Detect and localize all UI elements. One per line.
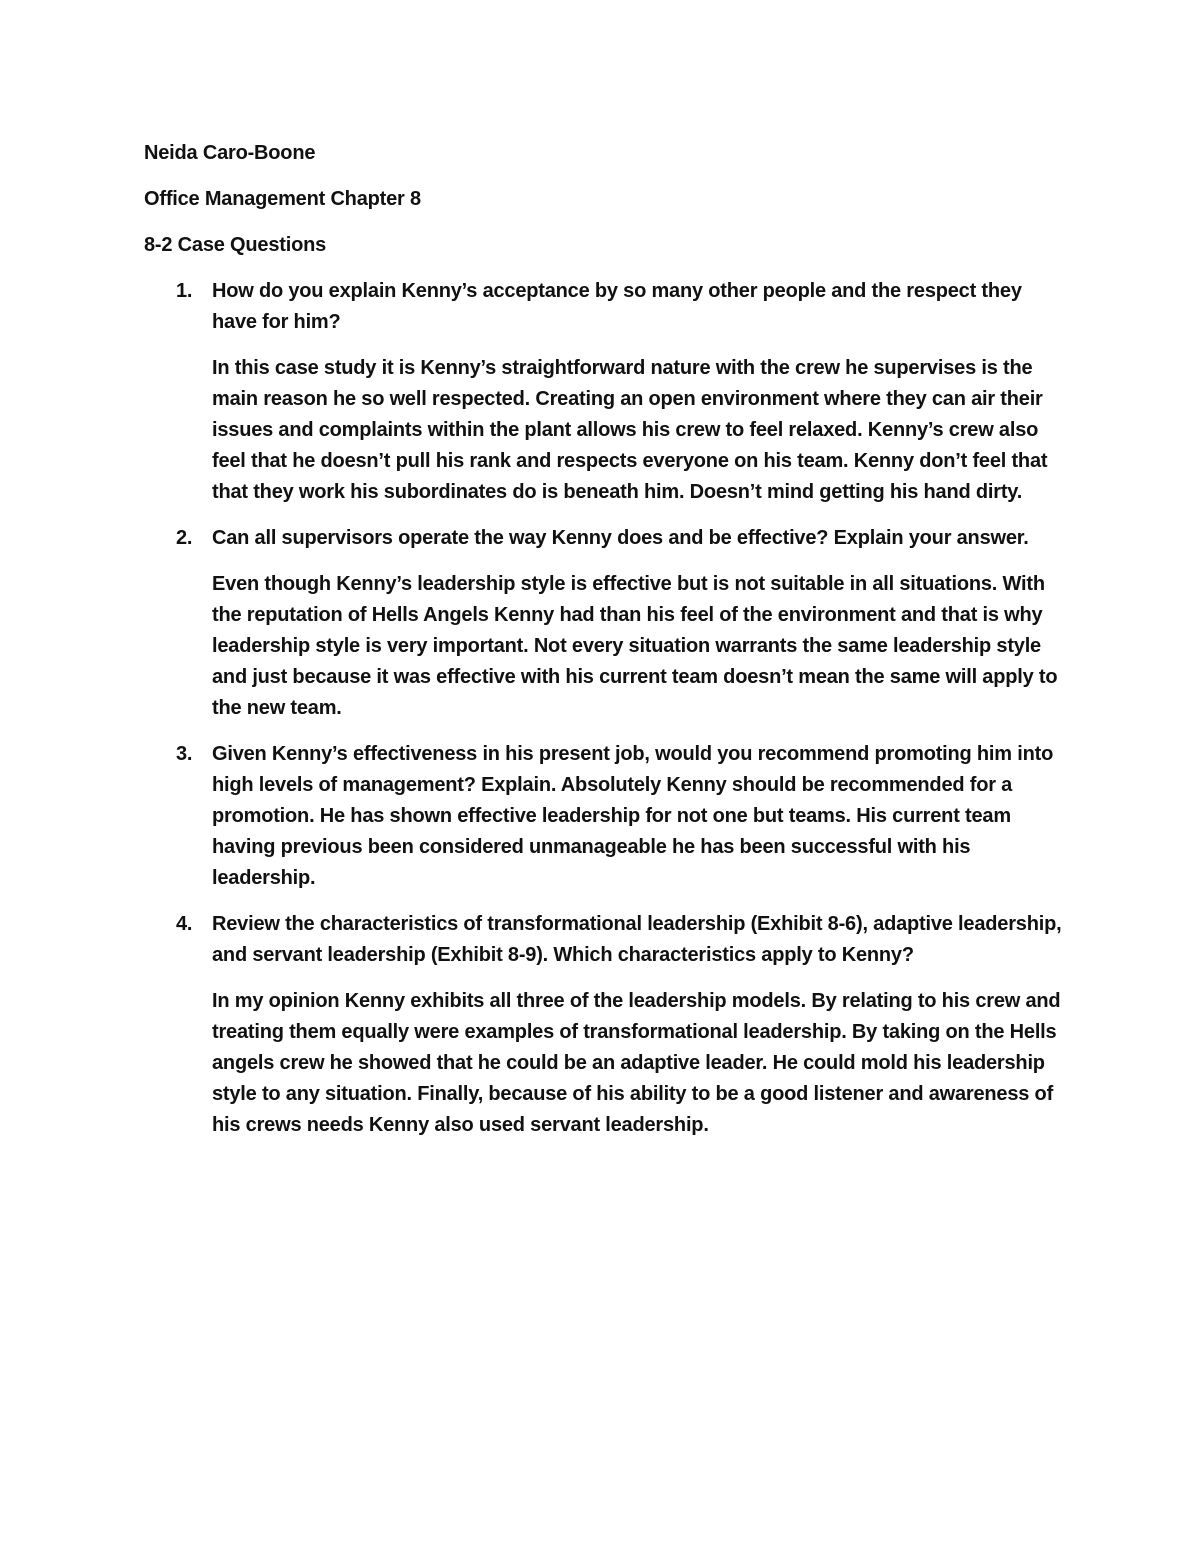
question-number: 1. [176, 280, 193, 302]
question-item-1 [144, 276, 1064, 508]
answer-text: In my opinion Kenny exhibits all three of the leadership models. By relating to his crew and treating them equally were examples of transformational leadership. By taking on the Hells angels crew he showed that he could be an adaptive leader. He could mold his leadership style to any situation. Finally, because of his ability to be a good listener and awareness of his crews needs Kenny also used servant leadership. [212, 990, 1061, 1136]
question-number: 4. [176, 913, 193, 935]
question-item-3 [144, 739, 1064, 894]
question-text: Review the characteristics of transformational leadership (Exhibit 8-6), adaptive leadership, and servant leadership (Exhibit 8-9). Which characteristics apply to Kenny? [212, 913, 1062, 966]
question-item-4 [144, 909, 1064, 1141]
question-item-2 [144, 523, 1064, 724]
question-text: Given Kenny’s effectiveness in his present job, would you recommend promoting him into high levels of management? Explain. Absolutely Kenny should be recommended for a promotion. He has shown effective leadership for not one but teams. His current team having previous been considered unmanageable he has been successful with his leadership. [212, 743, 1054, 889]
course-title: Office Management Chapter 8 [144, 188, 421, 210]
question-text: Can all supervisors operate the way Kenny does and be effective? Explain your answer. [212, 527, 1029, 549]
question-list [144, 276, 1064, 1141]
question-text: How do you explain Kenny’s acceptance by so many other people and the respect they have for him? [212, 280, 1022, 333]
answer-text: Even though Kenny’s leadership style is effective but is not suitable in all situations. With the reputation of Hells Angels Kenny had than his feel of the environment and that is why leadership style is very important. Not every situation warrants the same leadership style and just because it was effective with his current team doesn’t mean the same will apply to the new team. [212, 573, 1058, 719]
question-number: 2. [176, 527, 193, 549]
question-number: 3. [176, 743, 193, 765]
document-body [144, 138, 1064, 1156]
answer-text: In this case study it is Kenny’s straightforward nature with the crew he supervises is the main reason he so well respected. Creating an open environment where they can air their issues and complaints within the plant allows his crew to feel relaxed. Kenny’s crew also feel that he doesn’t pull his rank and respects everyone on his team. Kenny don’t feel that that they work his subordinates do is beneath him. Doesn’t mind getting his hand dirty. [212, 357, 1048, 503]
author-name: Neida Caro-Boone [144, 142, 316, 164]
section-title: 8-2 Case Questions [144, 234, 327, 256]
